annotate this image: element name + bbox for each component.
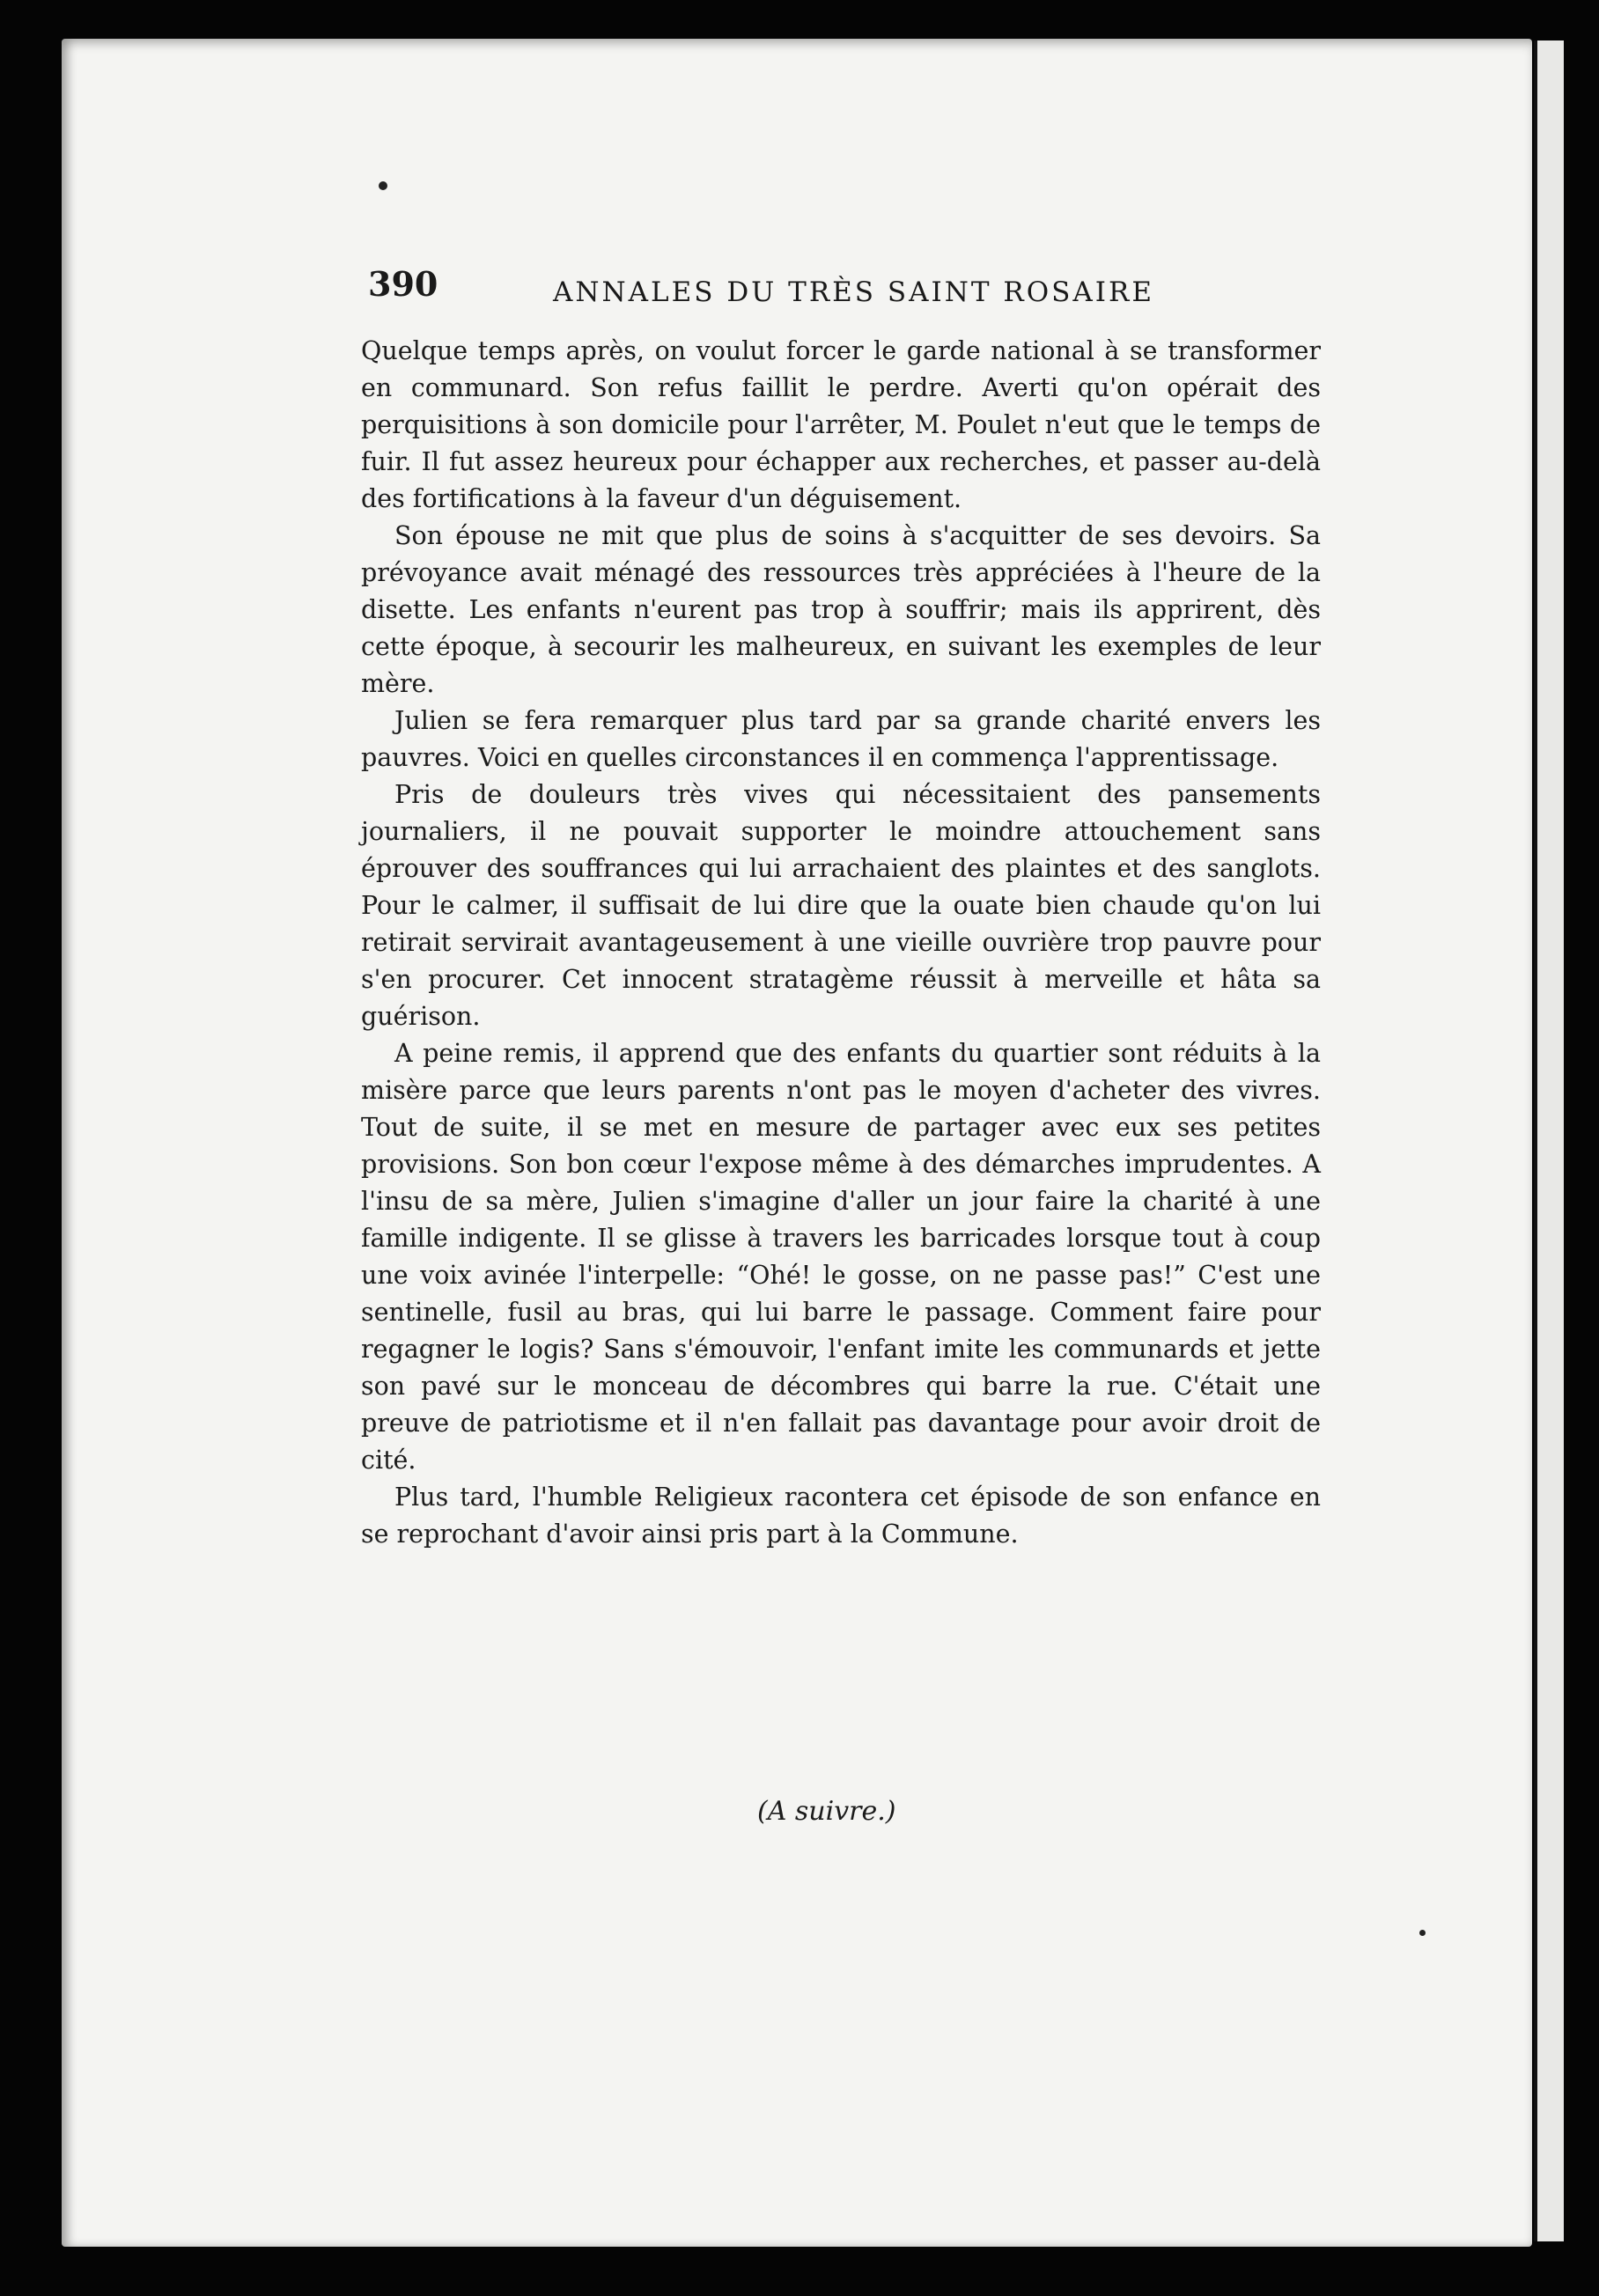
continuation-note: (A suivre.) bbox=[757, 1796, 896, 1827]
page-header bbox=[368, 264, 1328, 317]
paragraph: Quelque temps après, on voulut forcer le garde national à se transformer en communard. Son refus faillit le perdre. Averti qu'on opérait des perquisitions à son domicile pour l'arrêter, M. Poulet n'eut que le temps de fuir. Il fut assez heureux pour échapper aux recherches, et passer au-delà des fortifications à la faveur d'un déguisement. bbox=[361, 336, 1321, 513]
paragraph: Julien se fera remarquer plus tard par sa grande charité envers les pauvres. Voici en quelles circonstances il en commença l'apprentissage. bbox=[361, 706, 1321, 772]
ink-speck bbox=[1419, 1930, 1426, 1936]
facing-page-edge bbox=[1534, 40, 1564, 2241]
paragraph: Son épouse ne mit que plus de soins à s'acquitter de ses devoirs. Sa prévoyance avait ménagé des ressources très appréciées à l'heure de la disette. Les enfants n'eurent pas trop à souffrir; mais ils apprirent, dès cette époque, à secourir les malheureux, en suivant les exemples de leur mère. bbox=[361, 521, 1321, 698]
paragraph: Plus tard, l'humble Religieux racontera cet épisode de son enfance en se reprochant d'avoir ainsi pris part à la Commune. bbox=[361, 1483, 1321, 1549]
ink-speck bbox=[379, 181, 387, 190]
paragraph: A peine remis, il apprend que des enfants du quartier sont réduits à la misère parce que leurs parents n'ont pas le moyen d'acheter des vivres. Tout de suite, il se met en mesure de partager avec eux ses petites provisions. Son bon cœur l'expose même à des démarches imprudentes. A l'insu de sa mère, Julien s'imagine d'aller un jour faire la charité à une famille indigente. Il se glisse à travers les barricades lorsque tout à coup une voix avinée l'interpelle: “Ohé! le gosse, on ne passe pas!” C'est une sentinelle, fusil au bras, qui lui barre le passage. Comment faire pour regagner le logis? Sans s'émouvoir, l'enfant imite les communards et jette son pavé sur le monceau de décombres qui barre la rue. C'était une preuve de patriotisme et il n'en fallait pas davantage pour avoir droit de cité. bbox=[361, 1039, 1321, 1475]
running-head: ANNALES DU TRÈS SAINT ROSAIRE bbox=[553, 276, 1155, 308]
page-number: 390 bbox=[368, 264, 438, 304]
body-text bbox=[361, 333, 1321, 1553]
paragraph: Pris de douleurs très vives qui nécessitaient des pansements journaliers, il ne pouvait supporter le moindre attouchement sans éprouver des souffrances qui lui arrachaient des plaintes et des sanglots. Pour le calmer, il suffisait de lui dire que la ouate bien chaude qu'on lui retirait servirait avantageusement à une vieille ouvrière trop pauvre pour s'en procurer. Cet innocent stratagème réussit à merveille et hâta sa guérison. bbox=[361, 780, 1321, 1031]
